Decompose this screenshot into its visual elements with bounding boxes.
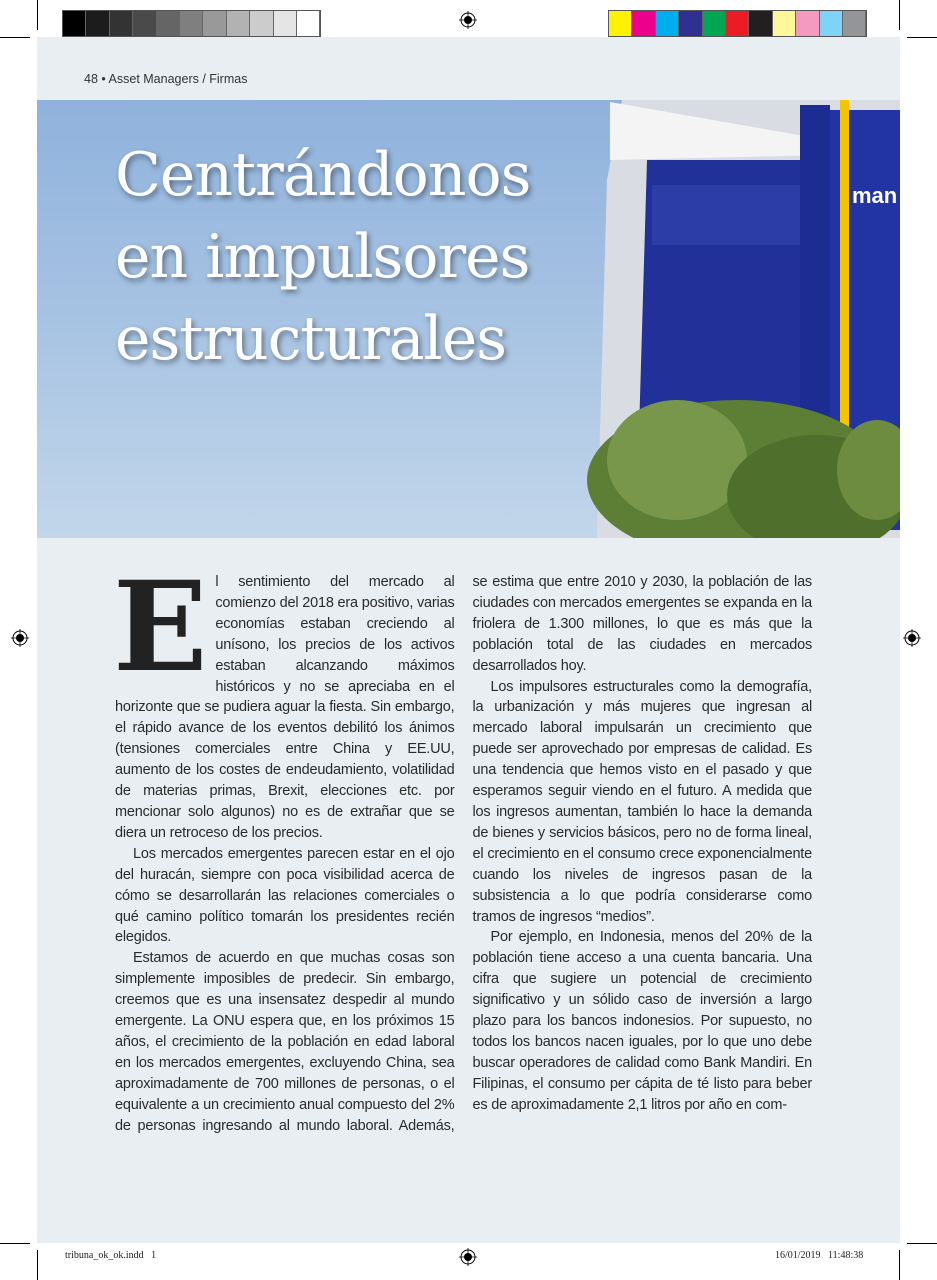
color-swatch — [609, 11, 632, 36]
title-line: estructurales — [115, 304, 507, 374]
title-line: en impulsores — [115, 222, 530, 292]
drop-cap: E — [113, 555, 208, 700]
crop-mark — [0, 37, 30, 38]
color-swatch — [250, 11, 273, 36]
color-swatch — [703, 11, 726, 36]
grayscale-color-bar — [62, 10, 321, 37]
registration-mark-icon — [11, 629, 29, 647]
slug-timestamp: 16/01/2019 11:48:38 — [775, 1250, 864, 1261]
color-swatch — [297, 11, 320, 36]
color-swatch — [656, 11, 679, 36]
hero-image — [37, 100, 900, 538]
running-head: 48 • Asset Managers / Firmas — [84, 72, 248, 86]
paragraph: Estamos de acuerdo en que muchas cosas son simplemente imposibles de predecir. Sin embargo, creemos que es una insensatez despedir al mundo emergente. La ONU espera que, en los próximos 15 años, el crecimiento de la población en edad laboral en los mercados emergentes, excluyendo China, sea aproximadamente de 700 millones de personas, o el equivalente a un crecimiento anual compuesto del 2% de personas ingresando al mundo laboral. Además, se estima que entre 2010 y 2030, la población de las ciudades con mercados emergentes se expanda en la friolera de 1.300 millones, lo que es más que la población total de las ciudades en mercados desarrollados hoy. — [115, 574, 812, 1134]
paragraph: El sentimiento del mercado al comienzo del 2018 era positivo, varias economías estaban creciendo al unísono, los precios de los activos estaban alcanzando máximos históricos y no se apreciaba en el horizonte que se pudiera aguar la fiesta. Sin embargo, el rápido avance de los eventos debilitó los ánimos (tensiones comerciales entre China y EE.UU, aumento de los costes de endeudamiento, volatilidad de materias primas, Brexit, elecciones etc. por mencionar solo algunos) no es de extrañar que se diera un retroceso de los precios. — [113, 555, 455, 841]
crop-mark — [0, 1243, 30, 1244]
registration-mark-icon — [903, 629, 921, 647]
process-color-bar — [608, 10, 867, 37]
color-swatch — [133, 11, 156, 36]
registration-mark-icon — [459, 1248, 477, 1266]
color-swatch — [632, 11, 655, 36]
crop-mark — [907, 1243, 937, 1244]
building-sign-text: man — [852, 183, 898, 208]
slug-filename: tribuna_ok_ok.indd 1 — [65, 1250, 157, 1261]
article-title — [115, 134, 530, 380]
color-swatch — [749, 11, 772, 36]
color-swatch — [63, 11, 86, 36]
crop-mark — [899, 0, 900, 30]
color-swatch — [203, 11, 226, 36]
color-swatch — [726, 11, 749, 36]
color-swatch — [86, 11, 109, 36]
color-swatch — [110, 11, 133, 36]
color-swatch — [180, 11, 203, 36]
title-line: Centrándonos — [115, 140, 531, 210]
article-body — [113, 555, 812, 1136]
color-swatch — [796, 11, 819, 36]
color-swatch — [773, 11, 796, 36]
crop-mark — [37, 1250, 38, 1280]
color-swatch — [679, 11, 702, 36]
color-swatch — [843, 11, 866, 36]
color-swatch — [227, 11, 250, 36]
crop-mark — [899, 1250, 900, 1280]
color-swatch — [274, 11, 297, 36]
crop-mark — [907, 37, 937, 38]
paragraph: Por ejemplo, en Indonesia, menos del 20% de la población tiene acceso a una cuenta bancaria. Una cifra que sugiere un potencial de crecimiento significativo y un sólido caso de inversión a largo plazo para los bancos indonesios. Por supuesto, no todos los bancos nacen iguales, por lo que uno debe buscar operadores de calidad como Bank Mandiri. En Filipinas, el consumo per cápita de té listo para beber es de aproximadamente 2,1 litros por año en com- — [472, 929, 812, 1113]
registration-mark-icon — [459, 11, 477, 29]
color-swatch — [157, 11, 180, 36]
color-swatch — [820, 11, 843, 36]
paragraph: Los impulsores estructurales como la demografía, la urbanización y más mujeres que ingresan al mercado laboral impulsarán un crecimiento que puede ser aprovechado por empresas de calidad. Es una tendencia que hemos visto en el pasado y que esperamos seguir viendo en el futuro. A medida que los ingresos aumentan, también lo hace la demanda de bienes y servicios básicos, pero no de forma lineal, el crecimiento en el consumo crece exponencialmente cuando los niveles de ingresos pasan de la subsistencia a lo que podría considerarse como tramos de ingresos “medios”. — [472, 678, 812, 925]
paragraph: Los mercados emergentes parecen estar en el ojo del huracán, siempre con poca visibilidad acerca de cómo se desarrollarán las relaciones comerciales o qué camino político tomarán los presidentes recién elegidos. — [115, 845, 455, 946]
crop-mark — [37, 0, 38, 30]
